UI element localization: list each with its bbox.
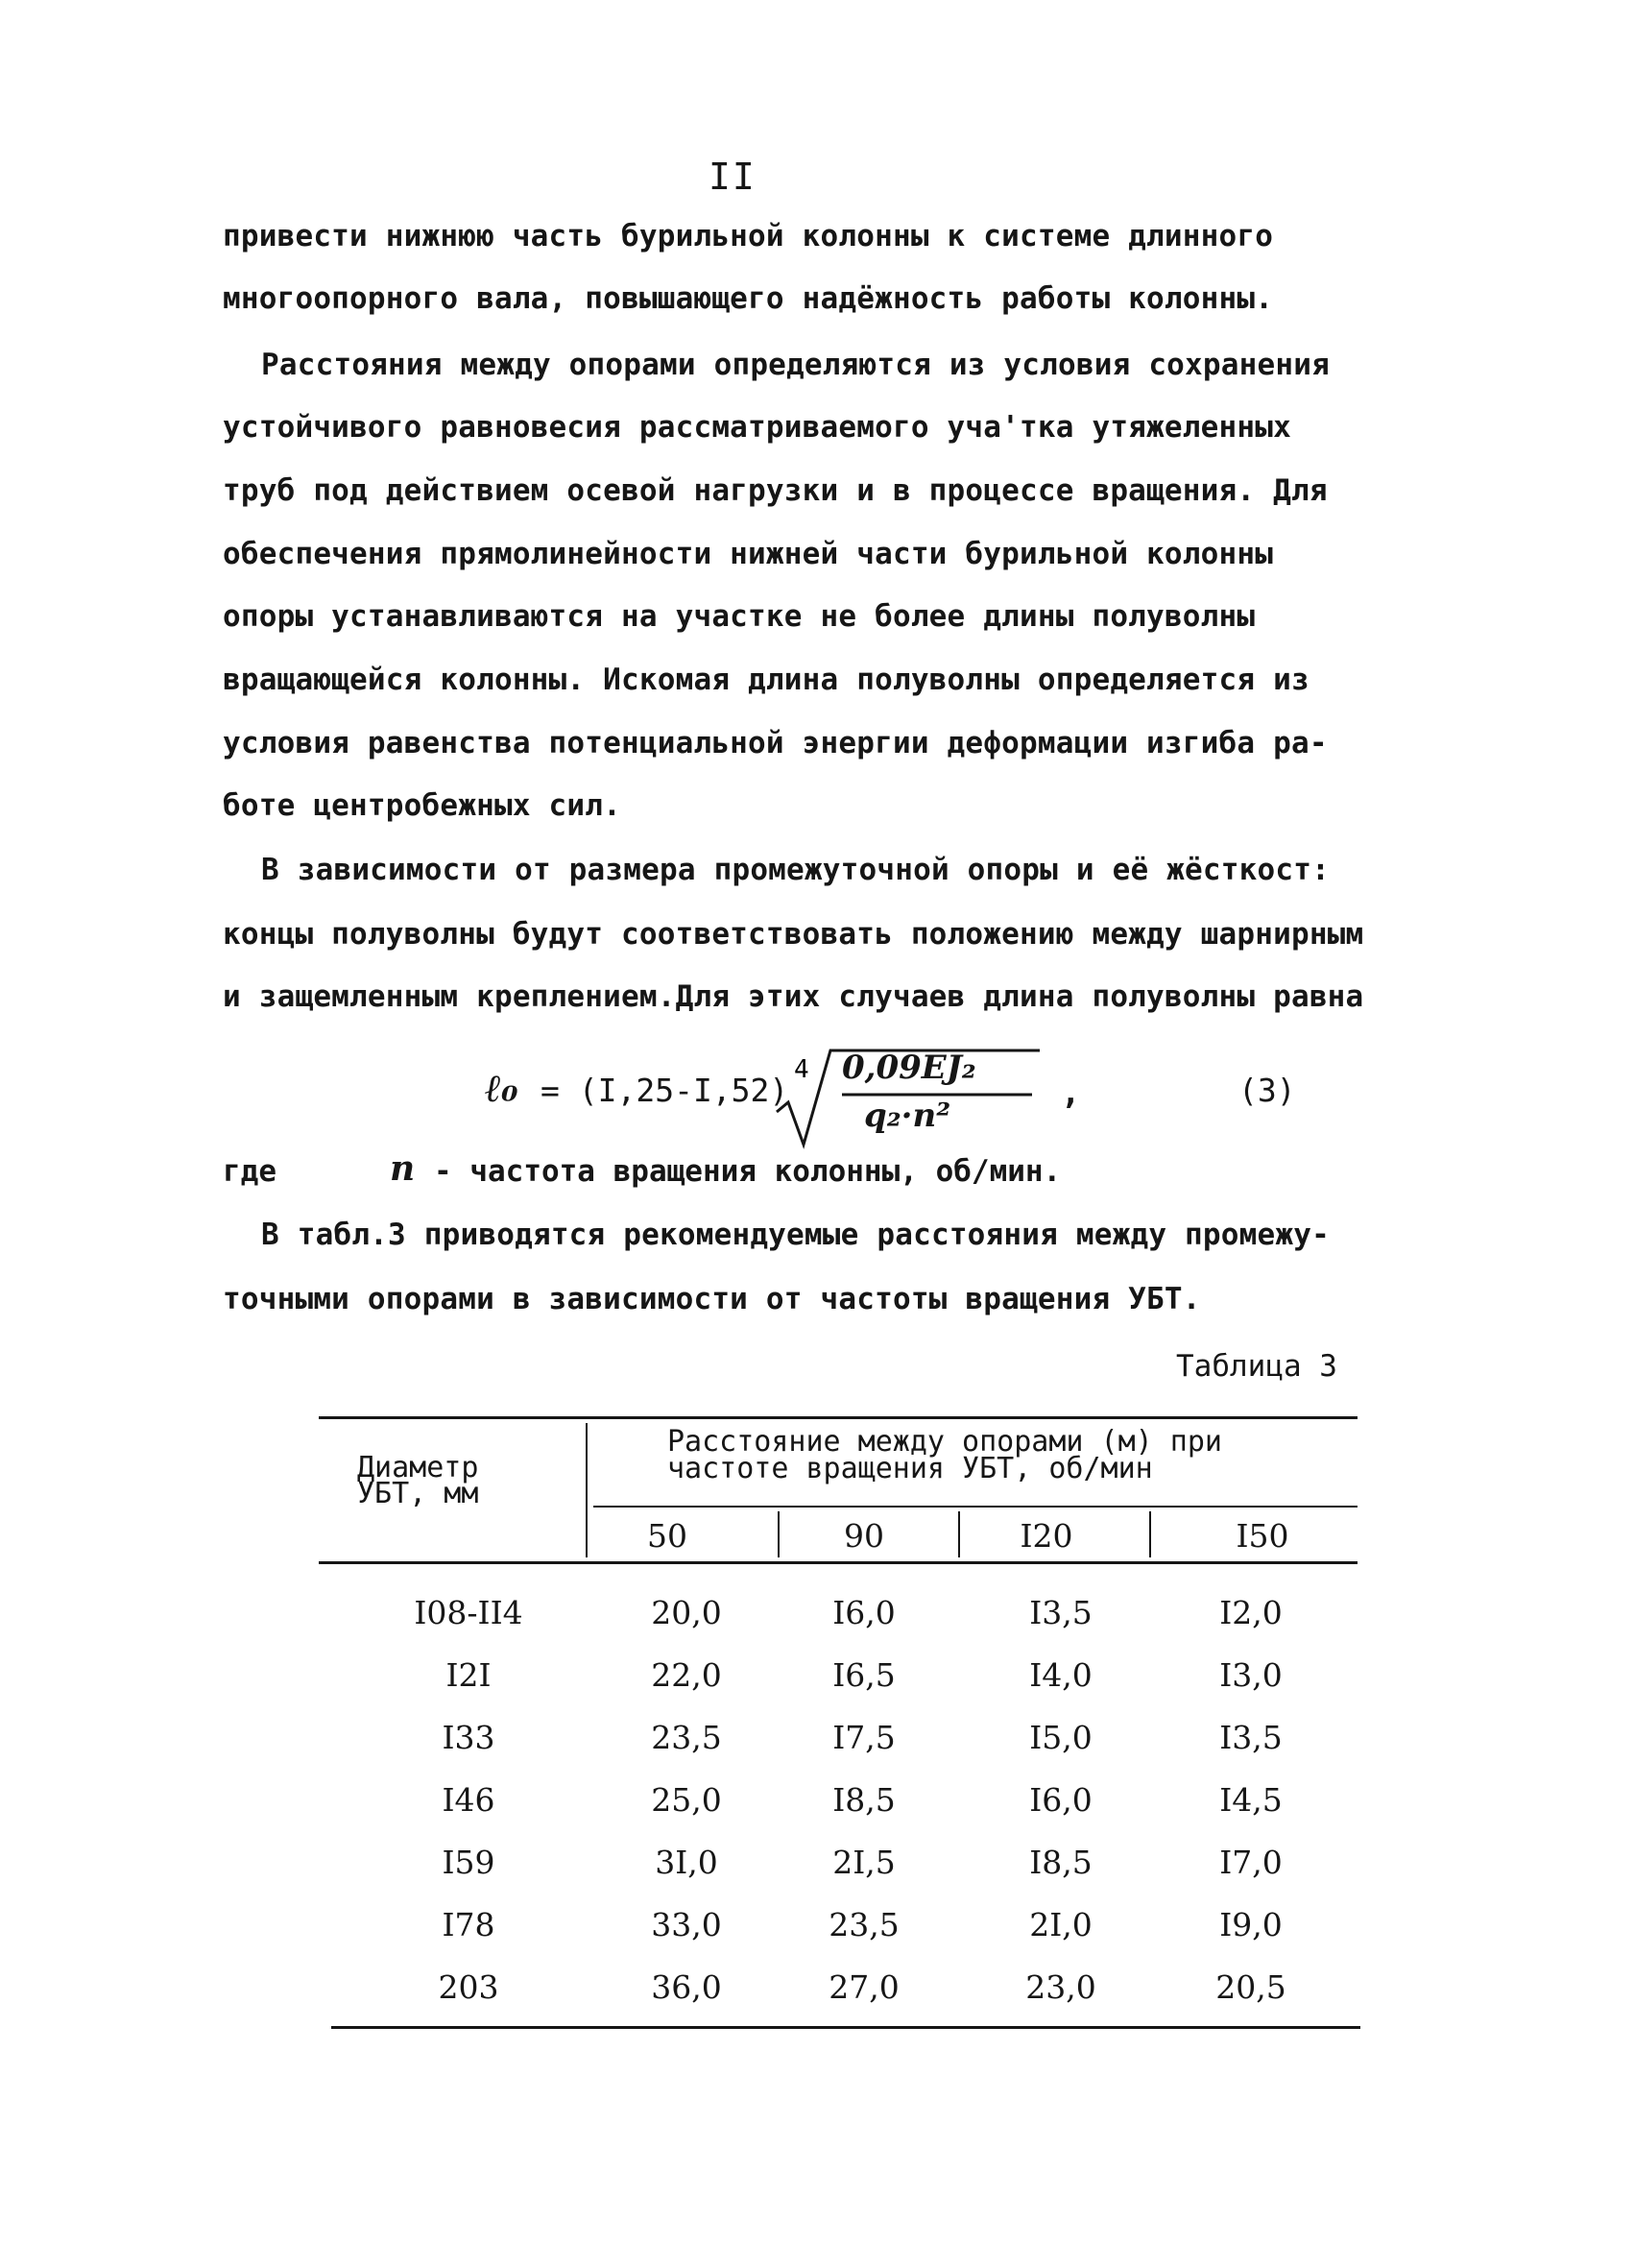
column-divider — [778, 1511, 780, 1557]
cell-value: I6,0 — [832, 1594, 896, 1631]
formula-coefficient: = (I,25-I,52) — [541, 1072, 789, 1109]
text-line: В табл.3 приводятся рекомендуемые расстояния между промежу- — [261, 1218, 1330, 1252]
table-header-rule — [319, 1561, 1358, 1564]
cell-value: 20,0 — [651, 1594, 722, 1631]
formula-lhs: ℓ₀ — [485, 1066, 518, 1111]
equation-number: (3) — [1238, 1072, 1296, 1109]
table-top-rule — [319, 1416, 1358, 1419]
cell-value: 2I,0 — [1029, 1906, 1093, 1943]
cell-diameter: I46 — [442, 1781, 495, 1819]
cell-value: I6,5 — [832, 1656, 896, 1694]
subheader-rule — [593, 1506, 1358, 1508]
cell-value: I7,0 — [1219, 1844, 1283, 1881]
header-group-line1: Расстояние между опорами (м) при — [667, 1425, 1222, 1459]
header-diameter-line1: Диаметр — [357, 1451, 479, 1484]
header-speed: I20 — [1020, 1517, 1073, 1555]
text-line: труб под действием осевой нагрузки и в процессе вращения. Для — [223, 473, 1328, 508]
text-line: точными опорами в зависимости от частоты вращения УБТ. — [223, 1282, 1201, 1316]
where-definition: - частота вращения колонны, об/мин. — [434, 1154, 1062, 1189]
root-index: 4 — [794, 1055, 809, 1084]
header-speed: 90 — [844, 1517, 884, 1555]
text-line: многоопорного вала, повышающего надёжность работы колонны. — [223, 281, 1274, 316]
formula-half-wave-length — [485, 1045, 1157, 1150]
header-diameter-line2: УБТ, мм — [357, 1477, 479, 1510]
page-number: II — [709, 156, 757, 198]
where-symbol: n — [390, 1148, 416, 1189]
text-line: опоры устанавливаются на участке не более длины полуволны — [223, 599, 1256, 634]
cell-value: I6,0 — [1029, 1781, 1093, 1819]
cell-diameter: I33 — [442, 1719, 495, 1756]
cell-value: 23,5 — [829, 1906, 900, 1943]
cell-value: 23,5 — [651, 1719, 722, 1756]
text-line: привести нижнюю часть бурильной колонны к системе длинного — [223, 219, 1274, 253]
cell-value: I3,5 — [1219, 1719, 1283, 1756]
header-speed: 50 — [647, 1517, 687, 1555]
text-line: обеспечения прямолинейности нижней части бурильной колонны — [223, 537, 1274, 571]
text-line: вращающейся колонны. Искомая длина полуволны определяется из — [223, 663, 1310, 697]
cell-value: I9,0 — [1219, 1906, 1283, 1943]
text-line: устойчивого равновесия рассматриваемого уча'тка утяжеленных — [223, 410, 1291, 445]
cell-diameter: I59 — [442, 1844, 495, 1881]
cell-value: 20,5 — [1215, 1968, 1286, 2006]
cell-value: 23,0 — [1025, 1968, 1096, 2006]
cell-value: 22,0 — [651, 1656, 722, 1694]
text-line: боте центробежных сил. — [223, 788, 621, 823]
cell-value: 3I,0 — [655, 1844, 718, 1881]
header-group-line2: частоте вращения УБТ, об/мин — [667, 1452, 1153, 1485]
cell-value: 25,0 — [651, 1781, 722, 1819]
where-label: где — [223, 1154, 276, 1189]
table-title: Таблица 3 — [1176, 1349, 1337, 1384]
cell-value: I4,0 — [1029, 1656, 1093, 1694]
cell-value: 2I,5 — [832, 1844, 896, 1881]
header-speed: I50 — [1236, 1517, 1289, 1555]
text-line: и защемленным креплением.Для этих случаев длина полуволны равна — [223, 979, 1364, 1014]
text-line: концы полуволны будут соответствовать положению между шарнирным — [223, 917, 1364, 952]
table-bottom-rule — [331, 2026, 1360, 2029]
cell-value: I8,5 — [832, 1781, 896, 1819]
cell-value: I7,5 — [832, 1719, 896, 1756]
text-line: В зависимости от размера промежуточной опоры и её жёсткост: — [261, 853, 1330, 887]
text-line: Расстояния между опорами определяются из условия сохранения — [261, 348, 1330, 382]
cell-diameter: 203 — [438, 1968, 499, 2006]
cell-diameter: I08-II4 — [414, 1594, 523, 1631]
text-line: условия равенства потенциальной энергии деформации изгиба ра- — [223, 726, 1328, 760]
column-divider — [958, 1511, 960, 1557]
column-divider — [1149, 1511, 1151, 1557]
formula-denominator: q₂·n² — [864, 1097, 951, 1135]
cell-value: 27,0 — [829, 1968, 900, 2006]
column-divider — [586, 1423, 588, 1557]
cell-value: 33,0 — [651, 1906, 722, 1943]
cell-value: I8,5 — [1029, 1844, 1093, 1881]
cell-value: I4,5 — [1219, 1781, 1283, 1819]
cell-diameter: I78 — [442, 1906, 495, 1943]
cell-value: I3,5 — [1029, 1594, 1093, 1631]
formula-comma: , — [1061, 1074, 1081, 1112]
cell-value: I2,0 — [1219, 1594, 1283, 1631]
cell-diameter: I2I — [445, 1656, 492, 1694]
formula-numerator: 0,09EJ₂ — [842, 1049, 976, 1087]
cell-value: I5,0 — [1029, 1719, 1093, 1756]
cell-value: I3,0 — [1219, 1656, 1283, 1694]
cell-value: 36,0 — [651, 1968, 722, 2006]
